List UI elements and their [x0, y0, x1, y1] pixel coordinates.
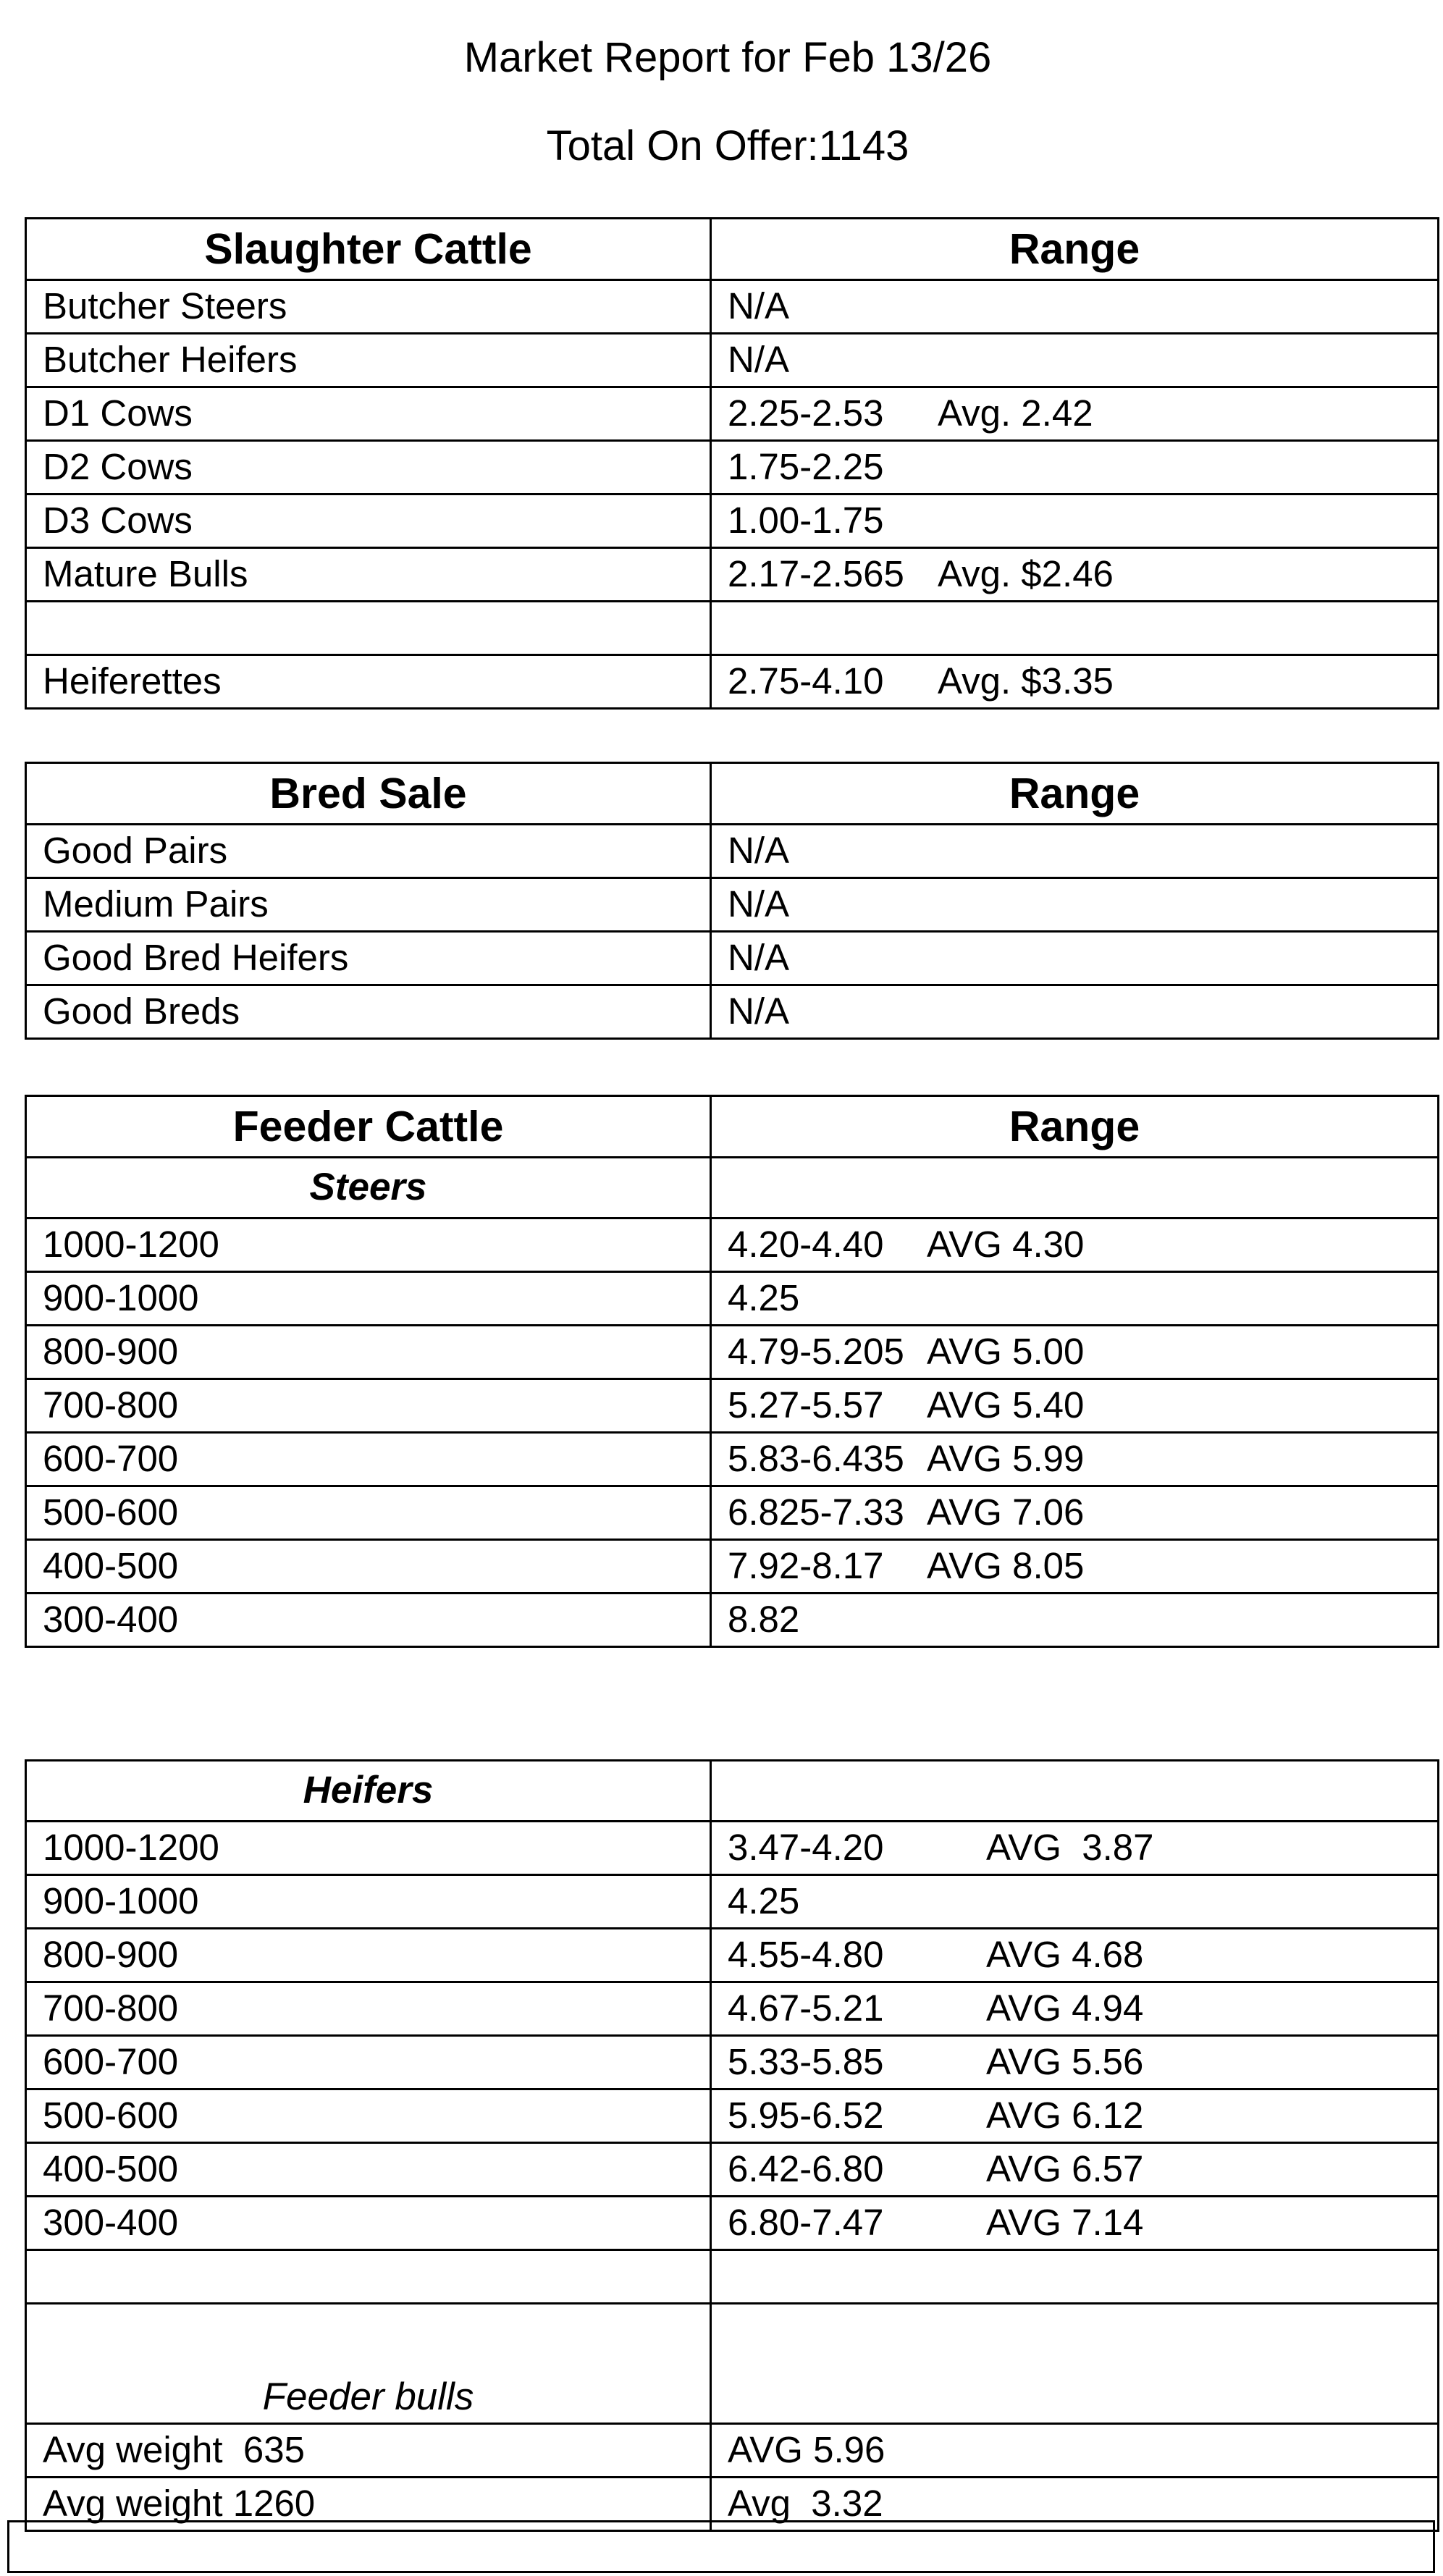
table-header-row: [26, 1096, 1439, 1158]
avg-value: AVG 5.00: [927, 1331, 1085, 1373]
row-label: Good Pairs: [26, 825, 711, 878]
row-label: Butcher Heifers: [26, 334, 711, 387]
row-range: [711, 441, 1439, 494]
range-value: 6.42-6.80: [728, 2148, 884, 2190]
row-range: [711, 494, 1439, 548]
table-row: [26, 494, 1439, 548]
empty-footer-box: [7, 2520, 1435, 2573]
table-row: [26, 334, 1439, 387]
row-range: N/A: [711, 825, 1439, 878]
range-value: 4.20-4.40: [728, 1224, 884, 1266]
feeder-bulls-label: Feeder bulls: [26, 2304, 711, 2424]
row-range: [711, 280, 1439, 334]
row-label: 900-1000: [26, 1272, 711, 1326]
row-range: [711, 2143, 1439, 2197]
row-range: [711, 1218, 1439, 1272]
range-value: 6.825-7.33: [728, 1491, 904, 1533]
avg-value: AVG 6.12: [986, 2095, 1144, 2137]
row-range: N/A: [711, 932, 1439, 985]
row-label: 700-800: [26, 1982, 711, 2036]
avg-value: Avg. 2.42: [938, 392, 1093, 434]
range-value: 4.67-5.21: [728, 1987, 884, 2029]
row-label: D1 Cows: [26, 387, 711, 441]
row-range: Avg 3.32: [711, 2478, 1439, 2531]
row-label: D3 Cows: [26, 494, 711, 548]
row-label: 700-800: [26, 1379, 711, 1433]
row-range: [711, 334, 1439, 387]
empty-cell: [711, 2304, 1439, 2424]
range-heading: Range: [711, 219, 1439, 280]
range-value: 7.92-8.17: [728, 1545, 884, 1587]
row-range: N/A: [711, 985, 1439, 1039]
table-row: [26, 1486, 1439, 1540]
table-row-empty: [26, 602, 1439, 655]
page-title: Market Report for Feb 13/26: [463, 34, 992, 81]
row-range: [711, 1540, 1439, 1594]
table-row: [26, 1379, 1439, 1433]
row-range: [711, 1594, 1439, 1647]
table-row: [26, 548, 1439, 602]
row-range: [711, 2036, 1439, 2089]
range-value: N/A: [728, 285, 790, 327]
table-row: [26, 2143, 1439, 2197]
row-range: N/A: [711, 878, 1439, 932]
range-value: 5.95-6.52: [728, 2095, 884, 2137]
bred-sale-table: [25, 762, 1439, 1040]
slaughter-heading: Slaughter Cattle: [26, 219, 711, 280]
range-value: 1.75-2.25: [728, 446, 884, 488]
range-value: 4.25: [728, 1880, 800, 1922]
avg-value: AVG 8.05: [927, 1545, 1085, 1587]
row-label: 600-700: [26, 1433, 711, 1486]
avg-value: AVG 4.68: [986, 1934, 1144, 1976]
avg-value: AVG 7.14: [986, 2202, 1144, 2244]
row-range: AVG 5.96: [711, 2424, 1439, 2478]
table-row: [26, 2424, 1439, 2478]
row-label: 500-600: [26, 2089, 711, 2143]
table-row: [26, 1433, 1439, 1486]
avg-value: AVG 5.99: [927, 1438, 1085, 1480]
range-value: 2.25-2.53: [728, 392, 884, 434]
row-label: Avg weight 1260: [26, 2478, 711, 2531]
row-range: [711, 655, 1439, 709]
row-label: 800-900: [26, 1929, 711, 1982]
feeder-bulls-subheader-row: [26, 2304, 1439, 2424]
table-row: [26, 2036, 1439, 2089]
row-label: Butcher Steers: [26, 280, 711, 334]
row-label: D2 Cows: [26, 441, 711, 494]
feeder-cattle-table: [25, 1095, 1439, 1648]
table-row: [26, 2197, 1439, 2250]
table-row: [26, 387, 1439, 441]
heifers-label: Heifers: [26, 1761, 711, 1822]
table-row: [26, 280, 1439, 334]
range-value: 6.80-7.47: [728, 2202, 884, 2244]
range-value: N/A: [728, 339, 790, 381]
table-row: [26, 1540, 1439, 1594]
table-header-row: [26, 219, 1439, 280]
range-value: 8.82: [728, 1599, 800, 1641]
range-value: 5.27-5.57: [728, 1384, 884, 1426]
row-range: [711, 602, 1439, 655]
table-row: [26, 1326, 1439, 1379]
row-range: [711, 1486, 1439, 1540]
row-label: 600-700: [26, 2036, 711, 2089]
table-header-row: [26, 763, 1439, 825]
row-range: [711, 1982, 1439, 2036]
table-row: [26, 1218, 1439, 1272]
table-row: [26, 441, 1439, 494]
row-label: Heiferettes: [26, 655, 711, 709]
row-label: 1000-1200: [26, 1218, 711, 1272]
range-value: 2.17-2.565: [728, 553, 904, 595]
avg-value: AVG 4.94: [986, 1987, 1144, 2029]
row-label: Mature Bulls: [26, 548, 711, 602]
row-label: 400-500: [26, 2143, 711, 2197]
row-label: 400-500: [26, 1540, 711, 1594]
steers-label: Steers: [26, 1158, 711, 1218]
row-range: [711, 1433, 1439, 1486]
row-range: [711, 387, 1439, 441]
row-label: 500-600: [26, 1486, 711, 1540]
total-on-offer: Total On Offer:1143: [546, 122, 909, 169]
table-row: [26, 1875, 1439, 1929]
empty-cell: [711, 1761, 1439, 1822]
row-range: [711, 1875, 1439, 1929]
empty-cell: [711, 1158, 1439, 1218]
row-label: 900-1000: [26, 1875, 711, 1929]
range-heading: Range: [711, 1096, 1439, 1158]
row-label: 1000-1200: [26, 1822, 711, 1875]
avg-value: AVG 3.87: [986, 1827, 1154, 1869]
row-range: [711, 1929, 1439, 1982]
table-row: [26, 2089, 1439, 2143]
row-label: Medium Pairs: [26, 878, 711, 932]
table-row: [26, 1594, 1439, 1647]
slaughter-cattle-table: [25, 217, 1439, 710]
table-row: [26, 655, 1439, 709]
range-value: 4.55-4.80: [728, 1934, 884, 1976]
avg-value: AVG 4.30: [927, 1224, 1085, 1266]
feeder-heading: Feeder Cattle: [26, 1096, 711, 1158]
heifers-table: [25, 1759, 1439, 2532]
row-range: [711, 2089, 1439, 2143]
range-value: 1.00-1.75: [728, 500, 884, 542]
table-row: [26, 1982, 1439, 2036]
table-row: [26, 825, 1439, 878]
row-range: [711, 1272, 1439, 1326]
avg-value: AVG 5.40: [927, 1384, 1085, 1426]
row-label: 300-400: [26, 2197, 711, 2250]
avg-value: AVG 6.57: [986, 2148, 1144, 2190]
avg-value: Avg. $3.35: [938, 660, 1114, 702]
table-row: [26, 932, 1439, 985]
row-range: [711, 1326, 1439, 1379]
table-row: [26, 878, 1439, 932]
avg-value: AVG 7.06: [927, 1491, 1085, 1533]
row-label: 800-900: [26, 1326, 711, 1379]
table-row: [26, 985, 1439, 1039]
heifers-subheader-row: [26, 1761, 1439, 1822]
row-range: [711, 2197, 1439, 2250]
range-value: 2.75-4.10: [728, 660, 884, 702]
row-label: 300-400: [26, 1594, 711, 1647]
table-row: [26, 1272, 1439, 1326]
range-value: 3.47-4.20: [728, 1827, 884, 1869]
row-range: [711, 548, 1439, 602]
table-row-empty: [26, 2250, 1439, 2304]
range-value: 5.83-6.435: [728, 1438, 904, 1480]
empty-cell: [26, 2250, 711, 2304]
row-label: Avg weight 635: [26, 2424, 711, 2478]
range-value: 5.33-5.85: [728, 2041, 884, 2083]
range-value: 4.25: [728, 1277, 800, 1319]
row-label: Good Breds: [26, 985, 711, 1039]
avg-value: AVG 5.56: [986, 2041, 1144, 2083]
table-row: [26, 1822, 1439, 1875]
row-range: [711, 1379, 1439, 1433]
steers-subheader-row: [26, 1158, 1439, 1218]
bred-heading: Bred Sale: [26, 763, 711, 825]
range-heading: Range: [711, 763, 1439, 825]
range-value: 4.79-5.205: [728, 1331, 904, 1373]
row-label: [26, 602, 711, 655]
table-row: [26, 1929, 1439, 1982]
row-range: [711, 1822, 1439, 1875]
empty-cell: [711, 2250, 1439, 2304]
avg-value: Avg. $2.46: [938, 553, 1114, 595]
row-label: Good Bred Heifers: [26, 932, 711, 985]
